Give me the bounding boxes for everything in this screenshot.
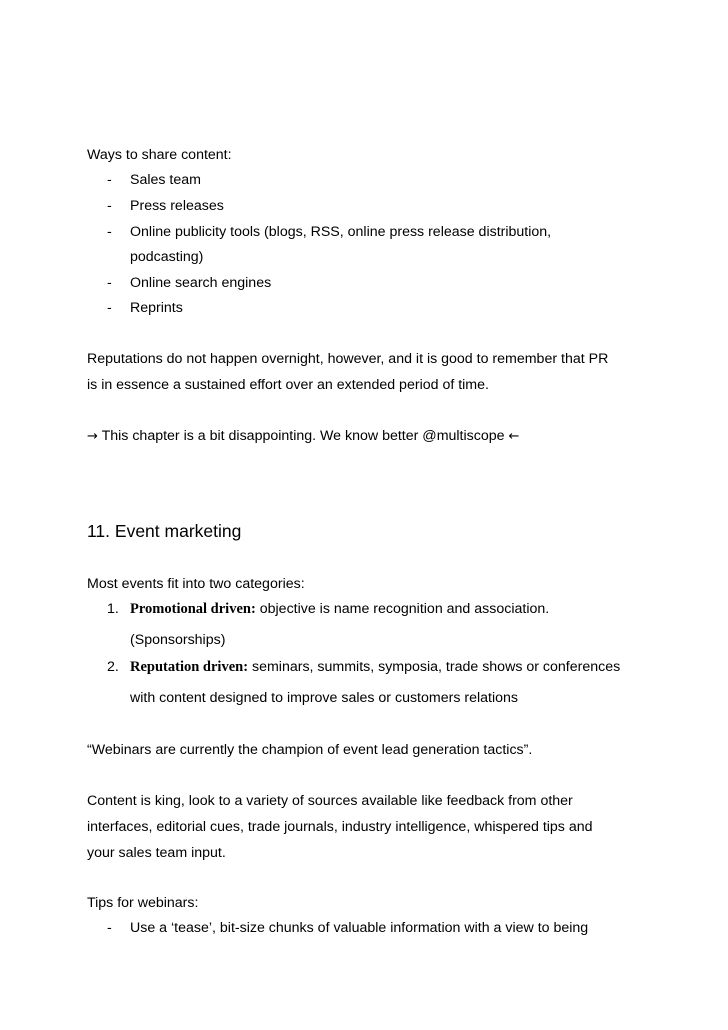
reputations-line-2: is in essence a sustained effort over an extended period of time. [87,377,489,393]
note-line [87,427,519,446]
bullet-dash: - [107,920,112,936]
event-term: Promotional driven: [130,601,256,617]
arrow-left-icon: ← [508,429,520,444]
section-heading: 11. Event marketing [87,521,242,541]
list-number: 2. [107,659,119,675]
share-item-search-engines: Online search engines [130,275,272,291]
content-king-line-1: Content is king, look to a variety of sources available like feedback from other [87,793,573,809]
share-item-online-publicity-cont: podcasting) [130,249,204,265]
event-desc: objective is name recognition and association. [259,601,550,617]
share-item-press-releases: Press releases [130,198,224,214]
bullet-dash: - [107,300,112,316]
content-king-line-2: interfaces, editorial cues, trade journals, industry intelligence, whispered tips and [87,819,593,835]
event-term: Reputation driven: [130,659,249,675]
bullet-dash: - [107,172,112,188]
list-number: 1. [107,601,119,617]
bullet-dash: - [107,198,112,214]
tips-intro: Tips for webinars: [87,895,199,911]
event-item-reputation [130,658,620,676]
bullet-dash: - [107,224,112,240]
bullet-dash: - [107,275,112,291]
webinar-quote: “Webinars are currently the champion of event lead generation tactics”. [87,742,533,758]
share-item-online-publicity: Online publicity tools (blogs, RSS, online press release distribution, [130,224,552,240]
share-item-reprints: Reprints [130,300,183,316]
tips-item-tease: Use a ‘tease’, bit-size chunks of valuable information with a view to being [130,920,589,936]
content-king-line-3: your sales team input. [87,845,226,861]
events-intro: Most events fit into two categories: [87,576,305,592]
event-item-promotional [130,600,549,618]
event-item-reputation-cont: with content designed to improve sales or customers relations [130,690,518,706]
arrow-right-icon: → [87,429,98,444]
reputations-line-1: Reputations do not happen overnight, however, and it is good to remember that PR [87,351,609,367]
share-intro: Ways to share content: [87,147,232,163]
note-text: This chapter is a bit disappointing. We know better @multiscope [101,428,505,444]
event-item-promotional-cont: (Sponsorships) [130,632,226,648]
share-item-sales-team: Sales team [130,172,201,188]
event-desc: seminars, summits, symposia, trade shows or conferences [251,659,621,675]
